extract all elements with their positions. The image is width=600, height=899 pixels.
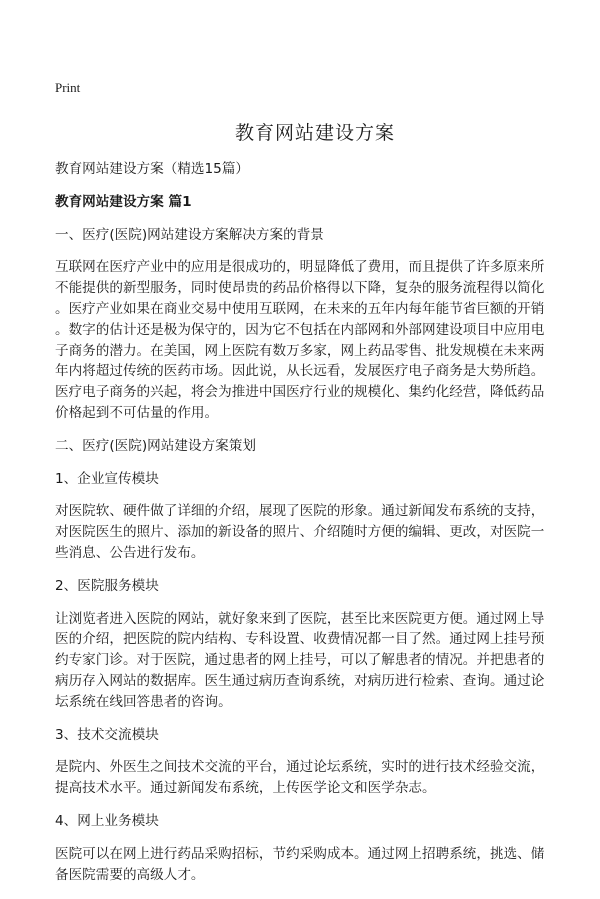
text-line: 。数字的估计还是极为保守的，因为它不包括在内部网和外部网建设项目中应用电 — [55, 321, 545, 338]
text-line: 年内将超过传统的医药市场。因此说，从长远看，发展医疗电子商务是大势所趋。 — [55, 363, 545, 380]
text-line: 是院内、外医生之间技术交流的平台，通过论坛系统，实时的进行技术经验交流， — [55, 759, 545, 776]
text-line: 互联网在医疗产业中的应用是很成功的，明显降低了费用，而且提供了许多原来所 — [55, 259, 545, 276]
text-line: 不能提供的新型服务，同时使昂贵的药品价格得以下降，复杂的服务流程得以简化 — [55, 280, 545, 297]
text-line: 价格起到不可估量的作用。 — [55, 404, 219, 421]
text-line: 些消息、公告进行发布。 — [55, 544, 205, 561]
module-paragraph-2 — [55, 609, 575, 713]
section-heading-2: 二、医疗(医院)网站建设方案策划 — [55, 437, 256, 454]
text-line: 坛系统在线回答患者的咨询。 — [55, 693, 232, 710]
text-line: 对医院医生的照片、添加的新设备的照片、介绍随时方便的编辑、更改，对医院一 — [55, 524, 545, 541]
text-line: 约专家门诊。对于医院，通过患者的网上挂号，可以了解患者的情况。并把患者的 — [55, 652, 545, 669]
paragraph-background — [55, 257, 575, 423]
text-line: 子商务的潜力。在美国，网上医院有数万多家，网上药品零售、批发规模在未来两 — [55, 342, 545, 359]
module-heading-2: 2、医院服务模块 — [55, 577, 159, 594]
text-line: 让浏览者进入医院的网站，就好象来到了医院，甚至比来医院更方便。通过网上导 — [55, 610, 545, 627]
text-line: 对医院软、硬件做了详细的介绍，展现了医院的形象。通过新闻发布系统的支持， — [55, 503, 545, 520]
module-paragraph-1 — [55, 501, 575, 563]
text-line: 医疗电子商务的兴起，将会为推进中国医疗行业的规模化、集约化经营，降低药品 — [55, 384, 545, 401]
text-line: 。医疗产业如果在商业交易中使用互联网，在未来的五年内每年能节省巨额的开销 — [55, 300, 545, 317]
text-line: 备医院需要的高级人才。 — [55, 866, 205, 883]
subtitle: 教育网站建设方案（精选15篇） — [55, 161, 250, 177]
text-line: 医院可以在网上进行药品采购招标，节约采购成本。通过网上招聘系统，挑选、储 — [55, 845, 545, 862]
module-heading-1: 1、企业宣传模块 — [55, 470, 159, 487]
document-content — [55, 118, 575, 897]
module-paragraph-4 — [55, 844, 575, 886]
module-heading-3: 3、技术交流模块 — [55, 726, 159, 743]
text-line: 提高技术水平。通过新闻发布系统，上传医学论文和医学杂志。 — [55, 780, 436, 797]
module-paragraph-3 — [55, 757, 575, 799]
print-label: Print — [55, 80, 81, 95]
chapter-heading: 教育网站建设方案 篇1 — [55, 193, 192, 210]
text-line: 医的介绍，把医院的院内结构、专科设置、收费情况都一目了然。通过网上挂号预 — [55, 631, 545, 648]
page-title: 教育网站建设方案 — [234, 122, 395, 144]
section-heading-1: 一、医疗(医院)网站建设方案解决方案的背景 — [55, 226, 324, 243]
module-heading-4: 4、网上业务模块 — [55, 812, 159, 829]
text-line: 病历存入网站的数据库。医生通过病历查询系统，对病历进行检索、查询。通过论 — [55, 672, 545, 689]
